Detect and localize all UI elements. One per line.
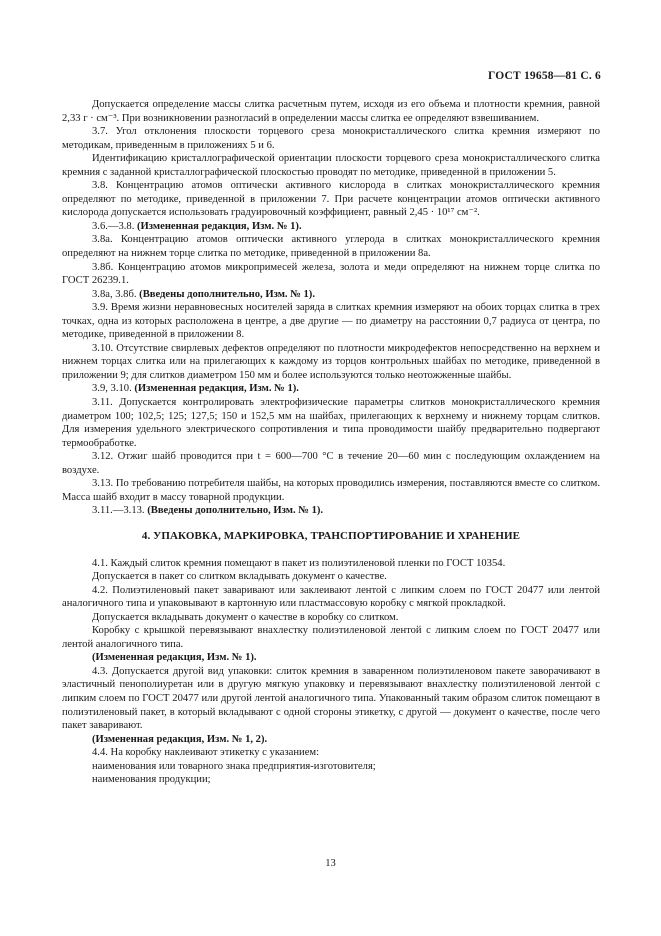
note-text: (Измененная редакция, Изм. № 1). [92, 652, 257, 664]
paragraph: Идентификацию кристаллографической ориентации плоскости торцевого среза монокристаллического слитка кремния с заданной кристаллографической плоскостью проводят по методике, приведенной в приложении 5. [62, 153, 600, 178]
list-line: наименования или товарного знака предприятия-изготовителя; [92, 760, 376, 772]
amendment-note [62, 651, 600, 665]
note-text: (Введены дополнительно, Изм. № 1). [139, 288, 315, 300]
note-text: (Измененная редакция, Изм. № 1). [137, 220, 302, 232]
paragraph: 4.4. На коробку наклеивают этикетку с указанием: [92, 747, 320, 759]
page-header: ГОСТ 19658—81 С. 6 [488, 70, 601, 82]
note-prefix: 3.6.—3.8. [92, 220, 138, 232]
paragraph: 3.8б. Концентрацию атомов микропримесей железа, золота и меди определяют на нижнем торце слитка по ГОСТ 26239.1. [62, 261, 600, 287]
note-prefix: 3.11.—3.13. [92, 505, 148, 517]
paragraph: 3.10. Отсутствие свирлевых дефектов определяют по плотности микродефектов непосредственно на верхнем и нижнем торцах слитка или на прилегающих к каждому из торцов контрольных шайбах по методике, приведенной в приложении 9; для слитков диаметром 150 мм и более используются только неотожженные шайбы. [62, 342, 600, 381]
amendment-note [62, 733, 600, 747]
paragraph: 3.13. По требованию потребителя шайбы, на которых проводились измерения, поставляются вместе со слитком. Масса шайб входит в массу товарной продукции. [62, 478, 600, 503]
paragraph: Допускается в пакет со слитком вкладывать документ о качестве. [92, 571, 387, 583]
note-text: (Введены дополнительно, Изм. № 1). [147, 505, 324, 517]
document-body [62, 98, 600, 787]
amendment-note [62, 382, 600, 396]
section-heading: 4. УПАКОВКА, МАРКИРОВКА, ТРАНСПОРТИРОВАНИЕ И ХРАНЕНИЕ [141, 529, 521, 542]
note-text: (Измененная редакция, Изм. № 1, 2). [92, 733, 268, 745]
note-text: (Измененная редакция, Изм. № 1). [134, 383, 299, 395]
paragraph: 3.8. Концентрацию атомов оптически активного кислорода в слитках монокристаллического кремния определяют по методике, приведенной в приложении 7. При расчете концентрации атомов оптически активного кислорода допускается использовать градуировочный коэффициент, равный 2,45 · 10¹⁷ см⁻². [62, 180, 600, 219]
paragraph: Допускается вкладывать документ о качестве в коробку со слитком. [92, 611, 399, 623]
note-prefix: 3.9, 3.10. [92, 383, 135, 395]
paragraph: 3.12. Отжиг шайб проводится при t = 600—700 °С в течение 20—60 мин с последующим охлаждением на воздухе. [62, 451, 600, 476]
amendment-note [62, 504, 600, 518]
paragraph: Коробку с крышкой перевязывают внахлестку полиэтиленовой лентой с липким слоем по ГОСТ 20477 или лентой аналогичного типа. [62, 625, 600, 650]
paragraph: 3.8а. Концентрацию атомов оптически активного углерода в слитках монокристаллического кремния определяют на нижнем торце слитка по методике, приведенной в приложении 8а. [62, 234, 600, 260]
paragraph: 3.9. Время жизни неравновесных носителей заряда в слитках кремния измеряют на обоих торцах слитка в трех точках, одна из которых расположена в центре, а две другие — по диаметру на расстоянии 0,7 радиуса от центра, по методике, приведенной в приложении 8. [62, 302, 600, 341]
note-prefix: 3.8а, 3.8б. [92, 288, 140, 300]
paragraph: 3.11. Допускается контролировать электрофизические параметры слитков монокристаллического кремния диаметром 100; 102,5; 125; 127,5; 150 и 152,5 мм на шайбах, прилегающих к верхнему и нижнему торцам слитков. Для измерения удельного электрического сопротивления и типа проводимости шайбу предварительно подвергают термообработке. [62, 397, 600, 449]
paragraph: 3.7. Угол отклонения плоскости торцевого среза монокристаллического слитка кремния измеряют по методикам, приведенным в приложениях 5 и 6. [62, 126, 600, 151]
paragraph: 4.3. Допускается другой вид упаковки: слиток кремния в заваренном полиэтиленовом пакете заворачивают в эластичный пенополиуретан или в другую мягкую упаковку и перевязывают внахлестку полиэтиленовой лентой с липким слоем по ГОСТ 20477 или другой лентой аналогичного типа. Упакованный таким образом слиток помещают в полиэтиленовый пакет, в который вкладывают с одной стороны этикетку, с другой — документ о качестве, после чего пакет заваривают. [62, 665, 600, 732]
paragraph: 4.2. Полиэтиленовый пакет заваривают или заклеивают лентой с липким слоем по ГОСТ 20477 или лентой аналогичного типа и упаковывают в картонную или пластмассовую коробку с мягкой прокладкой. [62, 584, 600, 610]
paragraph: Допускается определение массы слитка расчетным путем, исходя из его объема и плотности кремния, равной 2,33 г · см⁻³. При возникновении разногласий в определении массы слитка ее определяют взвешиванием. [62, 99, 600, 124]
page-number: 13 [325, 858, 336, 869]
paragraph: 4.1. Каждый слиток кремния помещают в пакет из полиэтиленовой пленки по ГОСТ 10354. [92, 557, 506, 569]
list-line: наименования продукции; [92, 774, 211, 786]
amendment-note [62, 220, 600, 234]
amendment-note [62, 288, 600, 302]
